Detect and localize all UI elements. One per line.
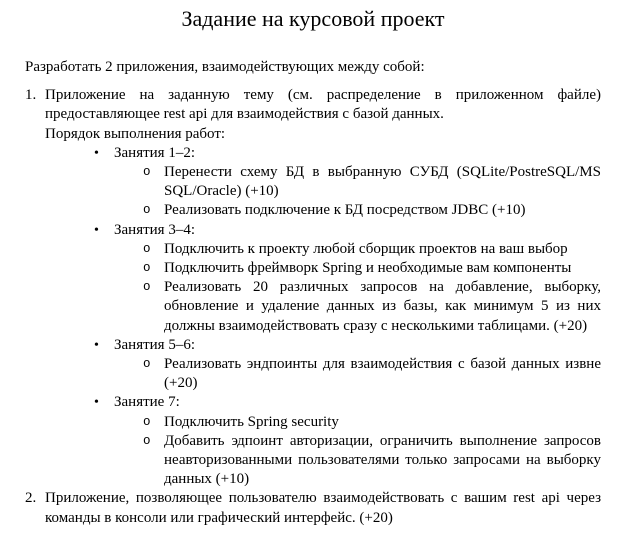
sub-bullet-text — [164, 432, 601, 490]
sub-bullet-line: SQL/Oracle) (+10) — [164, 183, 279, 200]
sub-bullet-line: неавторизованными пользователями только запросами на выборку — [164, 452, 601, 469]
intro-paragraph: Разработать 2 приложения, взаимодействующих между собой: — [25, 59, 425, 75]
sub-bullet-line: Подключить фреймворк Spring и необходимые вам компоненты — [164, 260, 572, 277]
sub-bullet-icon: o — [143, 241, 151, 256]
item-1-body — [45, 86, 601, 489]
numbered-item-1 — [25, 86, 601, 489]
bullet-icon: • — [94, 222, 99, 238]
sub-bullet-item — [143, 413, 601, 432]
item-2-line-2: команды в консоли или графический интерфейс. (+20) — [45, 509, 393, 526]
bullet-icon: • — [94, 337, 99, 353]
sub-bullet-text — [164, 278, 601, 336]
sub-bullet-icon: o — [143, 357, 151, 372]
numbered-item-2 — [25, 489, 601, 527]
bullet-item-sessions-1-2 — [94, 144, 601, 163]
sub-bullet-line: Реализовать 20 различных запросов на добавление, выборку, — [164, 279, 601, 296]
bullet-label: Занятия 1–2: — [114, 144, 195, 161]
sub-bullet-item — [143, 259, 601, 278]
sub-bullet-item — [143, 278, 601, 336]
sub-bullet-text — [164, 240, 601, 259]
sub-bullet-icon: o — [143, 203, 151, 218]
bullet-label: Занятие 7: — [114, 394, 180, 411]
sub-bullet-item — [143, 163, 601, 201]
sub-bullet-icon: o — [143, 433, 151, 448]
sub-bullet-line: Подключить к проекту любой сборщик проектов на ваш выбор — [164, 240, 568, 257]
sub-bullet-item — [143, 432, 601, 490]
sub-bullet-line: Реализовать эндпоинты для взаимодействия с базой данных извне — [164, 356, 601, 373]
bullet-item-sessions-3-4 — [94, 221, 601, 240]
item-1-number: 1. — [25, 87, 37, 104]
item-1-line-2: предоставляющее rest api для взаимодействия с базой данных. — [45, 106, 444, 123]
sub-bullet-text — [164, 201, 601, 220]
sub-bullet-item — [143, 355, 601, 393]
sub-bullet-icon: o — [143, 414, 151, 429]
sub-bullet-item — [143, 201, 601, 220]
sub-bullet-icon: o — [143, 280, 151, 295]
bullet-icon: • — [94, 395, 99, 411]
sub-bullet-text — [164, 355, 601, 393]
bullet-icon: • — [94, 145, 99, 161]
sub-bullet-line: Подключить Spring security — [164, 413, 339, 430]
sub-bullet-line: Реализовать подключение к БД посредством JDBC (+10) — [164, 202, 526, 219]
item-2-line-1: Приложение, позволяющее пользователю взаимодействовать с вашим rest api через — [45, 490, 601, 507]
sub-bullet-text — [164, 163, 601, 201]
item-1-line-3: Порядок выполнения работ: — [45, 125, 226, 142]
sub-bullet-line: Перенести схему БД в выбранную СУБД (SQLite/PostreSQL/MS — [164, 164, 601, 181]
sub-bullet-icon: o — [143, 261, 151, 276]
sub-bullet-text — [164, 259, 601, 278]
sub-bullet-item — [143, 240, 601, 259]
bullet-label: Занятия 5–6: — [114, 336, 195, 353]
sub-bullet-line: данных (+10) — [164, 471, 250, 488]
item-2-number: 2. — [25, 490, 37, 507]
sub-bullet-line: обновление и удаление данных из базы, как минимум 5 из них — [164, 298, 601, 315]
item-2-body — [45, 489, 601, 527]
sub-bullet-line: должны взаимодействовать сразу с несколькими таблицами. (+20) — [164, 317, 588, 334]
bullet-item-session-7 — [94, 393, 601, 412]
sub-bullet-icon: o — [143, 165, 151, 180]
document-title: Задание на курсовой проект — [181, 6, 445, 31]
bullet-label: Занятия 3–4: — [114, 221, 195, 238]
sub-bullet-line: (+20) — [164, 375, 198, 392]
sub-bullet-text — [164, 413, 601, 432]
sub-bullet-line: Добавить эдпоинт авторизации, ограничить выполнение запросов — [164, 432, 601, 449]
item-1-line-1: Приложение на заданную тему (см. распределение в приложенном файле) — [45, 87, 601, 104]
bullet-item-sessions-5-6 — [94, 336, 601, 355]
